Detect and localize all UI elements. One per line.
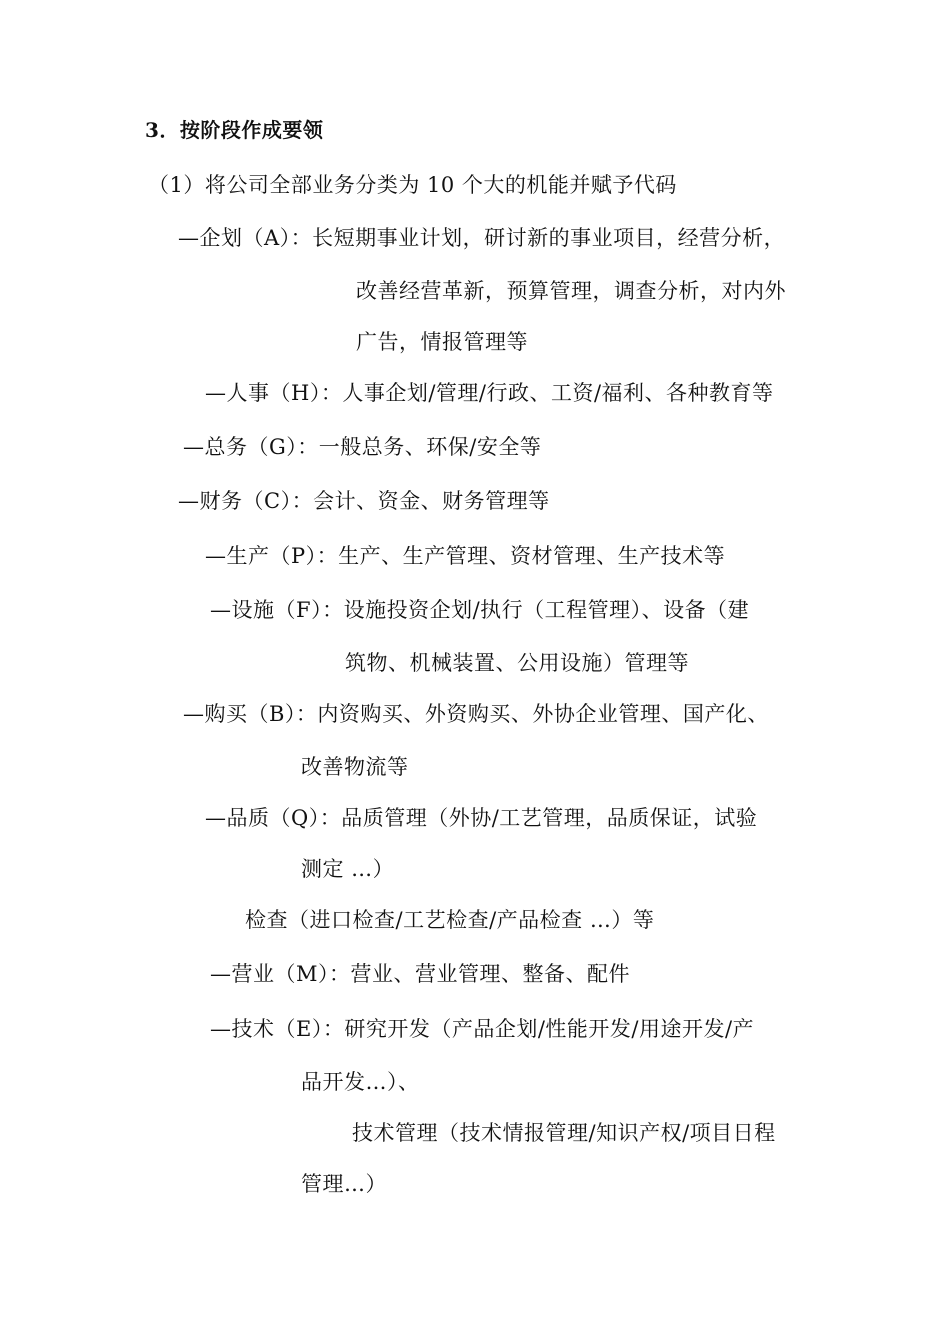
function-purchasing: —购买（B）：内资购买、外资购买、外协企业管理、国产化、 xyxy=(183,702,769,726)
function-production: —生产（P）：生产、生产管理、资材管理、生产技术等 xyxy=(205,544,726,568)
function-planning-cont-1: 改善经营革新，预算管理，调查分析，对内外 xyxy=(356,279,786,303)
function-planning: —企划（A）：长短期事业计划，研讨新的事业项目，经营分析， xyxy=(178,226,786,250)
function-quality-cont-1: 测定 …） xyxy=(301,857,395,881)
function-general-affairs: —总务（G）：一般总务、环保/安全等 xyxy=(183,435,542,459)
function-quality: —品质（Q）：品质管理（外协/工艺管理，品质保证，试验 xyxy=(205,806,758,830)
function-facilities-cont: 筑物、机械装置、公用设施）管理等 xyxy=(345,651,689,675)
function-finance: —财务（C）：会计、资金、财务管理等 xyxy=(178,489,550,513)
function-hr: —人事（H）：人事企划/管理/行政、工资/福利、各种教育等 xyxy=(205,381,774,405)
function-technology-cont-1: 品开发…）、 xyxy=(301,1070,420,1094)
function-facilities: —设施（F）：设施投资企划/执行（工程管理）、设备（建 xyxy=(210,598,750,622)
function-planning-cont-2: 广告，情报管理等 xyxy=(356,330,528,354)
function-technology-cont-2: 技术管理（技术情报管理/知识产权/项目日程 xyxy=(352,1121,776,1145)
function-technology-cont-3: 管理…） xyxy=(301,1172,387,1196)
section-heading: 3．按阶段作成要领 xyxy=(145,118,324,142)
subsection-heading: （1）将公司全部业务分类为 10 个大的机能并赋予代码 xyxy=(148,173,677,197)
function-sales: —营业（M）：营业、营业管理、整备、配件 xyxy=(210,962,631,986)
function-quality-cont-2: 检查（进口检查/工艺检查/产品检查 …）等 xyxy=(245,908,655,932)
function-purchasing-cont: 改善物流等 xyxy=(301,755,409,779)
function-technology: —技术（E）：研究开发（产品企划/性能开发/用途开发/产 xyxy=(210,1017,755,1041)
